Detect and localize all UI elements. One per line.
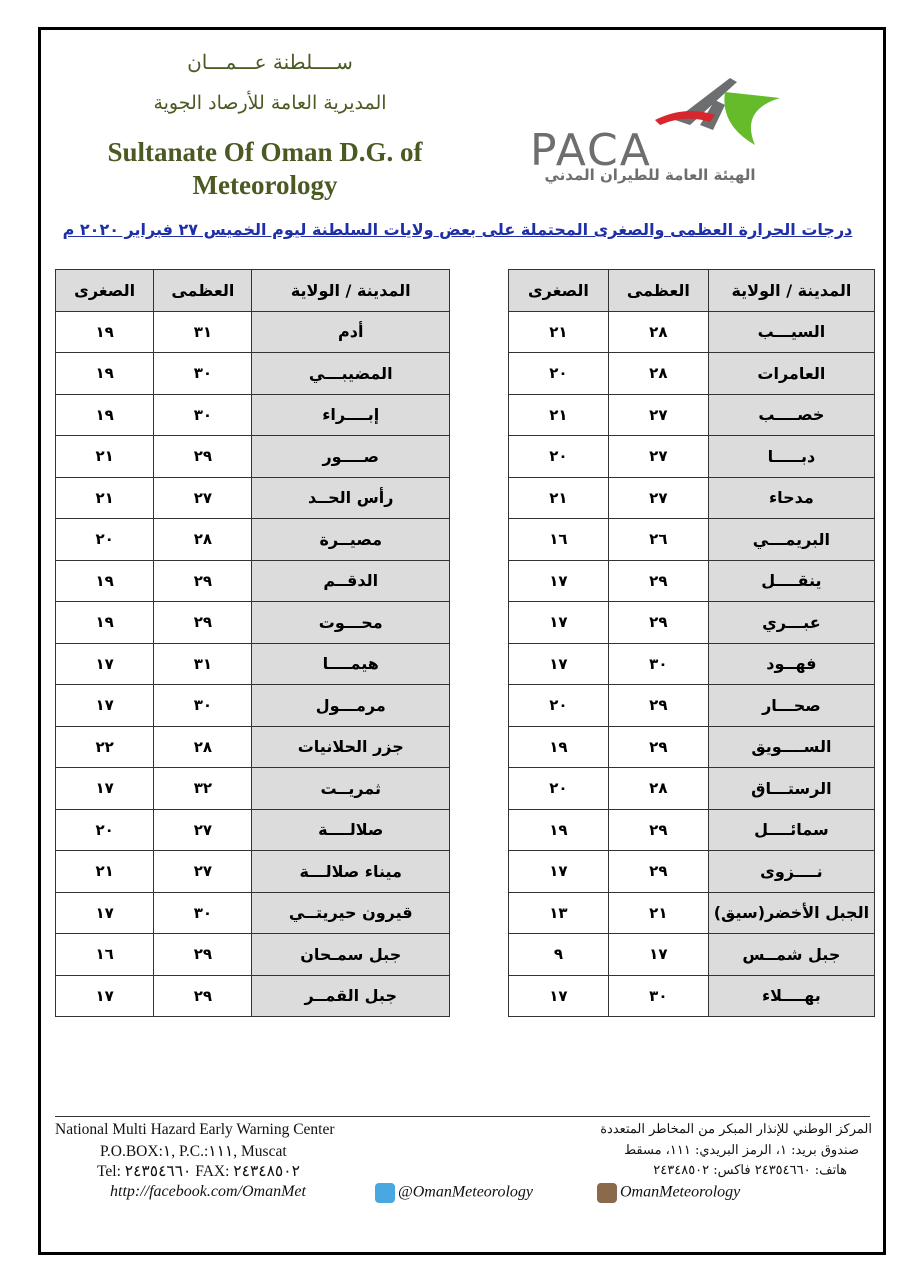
max-temp-cell: ٢٦	[608, 519, 708, 561]
table-row	[509, 892, 875, 934]
table-row	[509, 311, 875, 353]
max-temp-cell: ٢٧	[608, 394, 708, 436]
min-temp-cell: ٢١	[56, 477, 154, 519]
table-row	[56, 602, 450, 644]
table-row	[509, 436, 875, 478]
min-temp-cell: ١٧	[56, 892, 154, 934]
city-cell: جزر الحلانيات	[252, 726, 450, 768]
city-cell: عبـــري	[708, 602, 874, 644]
city-cell: رأس الحــد	[252, 477, 450, 519]
min-temp-cell: ١٧	[56, 768, 154, 810]
table-row	[509, 560, 875, 602]
table-row	[56, 519, 450, 561]
table-row	[56, 809, 450, 851]
city-cell: أدم	[252, 311, 450, 353]
table-header-row	[56, 270, 450, 312]
max-temp-cell: ٣٠	[154, 394, 252, 436]
instagram-icon	[597, 1183, 617, 1203]
column-header-min: الصغرى	[509, 270, 609, 312]
table-row	[56, 353, 450, 395]
table-header-row	[509, 270, 875, 312]
city-cell: مدحاء	[708, 477, 874, 519]
max-temp-cell: ٢٧	[154, 809, 252, 851]
city-cell: جبل سمـحان	[252, 934, 450, 976]
max-temp-cell: ٣٠	[154, 685, 252, 727]
table-row	[509, 726, 875, 768]
city-cell: صلالــــة	[252, 809, 450, 851]
max-temp-cell: ٣٢	[154, 768, 252, 810]
city-cell: الرستـــاق	[708, 768, 874, 810]
min-temp-cell: ١٧	[56, 685, 154, 727]
max-temp-cell: ٢٨	[608, 311, 708, 353]
city-cell: محـــوت	[252, 602, 450, 644]
min-temp-cell: ٢٠	[509, 353, 609, 395]
city-cell: فهــود	[708, 643, 874, 685]
table-row	[56, 726, 450, 768]
footer-en-phone: Tel: ٢٤٣٥٤٦٦٠ FAX: ٢٤٣٤٨٥٠٢	[97, 1163, 300, 1180]
min-temp-cell: ٢٢	[56, 726, 154, 768]
instagram-handle: OmanMeteorology	[620, 1183, 741, 1201]
city-cell: بهــــلاء	[708, 975, 874, 1017]
table-row	[56, 643, 450, 685]
city-cell: مرمـــول	[252, 685, 450, 727]
max-temp-cell: ٢٩	[154, 934, 252, 976]
max-temp-cell: ٢٧	[154, 851, 252, 893]
city-cell: خصــــب	[708, 394, 874, 436]
max-temp-cell: ٢٧	[608, 436, 708, 478]
column-header-max: العظمى	[608, 270, 708, 312]
max-temp-cell: ٢٨	[608, 353, 708, 395]
city-cell: سمائــــل	[708, 809, 874, 851]
min-temp-cell: ١٦	[509, 519, 609, 561]
min-temp-cell: ٢١	[509, 477, 609, 519]
table-row	[56, 685, 450, 727]
min-temp-cell: ١٩	[56, 602, 154, 644]
max-temp-cell: ١٧	[608, 934, 708, 976]
min-temp-cell: ١٧	[56, 643, 154, 685]
city-cell: هيمــــا	[252, 643, 450, 685]
max-temp-cell: ٣١	[154, 643, 252, 685]
footer-divider	[55, 1116, 870, 1117]
max-temp-cell: ٢٩	[154, 560, 252, 602]
max-temp-cell: ٢٧	[154, 477, 252, 519]
twitter-handle: @OmanMeteorology	[398, 1183, 533, 1201]
table-row	[509, 934, 875, 976]
max-temp-cell: ٢٩	[608, 851, 708, 893]
table-row	[56, 851, 450, 893]
city-cell: إبــــراء	[252, 394, 450, 436]
min-temp-cell: ١٧	[509, 643, 609, 685]
table-row	[509, 975, 875, 1017]
header-arabic-directorate: المديرية العامة للأرصاد الجوية	[153, 92, 387, 114]
max-temp-cell: ٢٩	[608, 560, 708, 602]
min-temp-cell: ٢٠	[56, 519, 154, 561]
max-temp-cell: ٢٨	[608, 768, 708, 810]
min-temp-cell: ١٩	[56, 394, 154, 436]
min-temp-cell: ١٦	[56, 934, 154, 976]
temperature-table-right	[508, 269, 875, 1017]
table-row	[509, 851, 875, 893]
max-temp-cell: ٢٩	[608, 809, 708, 851]
table-row	[509, 477, 875, 519]
min-temp-cell: ٢١	[56, 436, 154, 478]
max-temp-cell: ٢٨	[154, 519, 252, 561]
max-temp-cell: ٢١	[608, 892, 708, 934]
table-row	[509, 602, 875, 644]
max-temp-cell: ٣٠	[608, 643, 708, 685]
footer-ar-address: صندوق بريد: ١، الرمز البريدي: ١١١، مسقط	[624, 1143, 859, 1158]
min-temp-cell: ١٧	[509, 975, 609, 1017]
min-temp-cell: ٢٠	[56, 809, 154, 851]
city-cell: العامرات	[708, 353, 874, 395]
city-cell: صــــور	[252, 436, 450, 478]
max-temp-cell: ٣١	[154, 311, 252, 353]
table-row	[56, 934, 450, 976]
min-temp-cell: ١٧	[509, 851, 609, 893]
paca-logo-text: PACA	[530, 125, 652, 176]
city-cell: جبل شمــس	[708, 934, 874, 976]
max-temp-cell: ٣٠	[608, 975, 708, 1017]
column-header-city: المدينة / الولاية	[252, 270, 450, 312]
min-temp-cell: ١٩	[509, 726, 609, 768]
paca-logo	[525, 70, 785, 190]
min-temp-cell: ٢٠	[509, 685, 609, 727]
max-temp-cell: ٢٧	[608, 477, 708, 519]
min-temp-cell: ١٧	[509, 602, 609, 644]
city-cell: ميناء صلالـــة	[252, 851, 450, 893]
city-cell: المضيبـــي	[252, 353, 450, 395]
min-temp-cell: ١٧	[56, 975, 154, 1017]
city-cell: ينقــــل	[708, 560, 874, 602]
min-temp-cell: ١٩	[509, 809, 609, 851]
table-row	[56, 560, 450, 602]
min-temp-cell: ٢١	[56, 851, 154, 893]
min-temp-cell: ٢١	[509, 311, 609, 353]
table-row	[509, 353, 875, 395]
max-temp-cell: ٢٨	[154, 726, 252, 768]
city-cell: السيـــب	[708, 311, 874, 353]
twitter-icon	[375, 1183, 395, 1203]
min-temp-cell: ١٧	[509, 560, 609, 602]
temperature-table-left	[55, 269, 450, 1017]
column-header-max: العظمى	[154, 270, 252, 312]
header-english-line1: Sultanate Of Oman D.G. of	[107, 137, 423, 167]
max-temp-cell: ٢٩	[608, 602, 708, 644]
table-row	[509, 685, 875, 727]
table-row	[509, 768, 875, 810]
max-temp-cell: ٢٩	[154, 975, 252, 1017]
city-cell: الجبل الأخضر(سيق)	[708, 892, 874, 934]
page-title: درجات الحرارة العظمى والصغرى المحتملة على بعض ولايات السلطنة ليوم الخميس ٢٧ فبراير ٢٠٢٠ م	[62, 220, 853, 239]
min-temp-cell: ١٩	[56, 311, 154, 353]
max-temp-cell: ٣٠	[154, 353, 252, 395]
min-temp-cell: ٩	[509, 934, 609, 976]
table-row	[56, 394, 450, 436]
min-temp-cell: ٢٠	[509, 768, 609, 810]
table-row	[56, 975, 450, 1017]
max-temp-cell: ٢٩	[608, 685, 708, 727]
instagram-link[interactable]	[597, 1183, 740, 1203]
max-temp-cell: ٢٩	[154, 602, 252, 644]
table-row	[509, 809, 875, 851]
table-row	[56, 892, 450, 934]
column-header-min: الصغرى	[56, 270, 154, 312]
min-temp-cell: ١٣	[509, 892, 609, 934]
twitter-link[interactable]	[375, 1183, 533, 1203]
table-row	[56, 436, 450, 478]
table-row	[56, 311, 450, 353]
footer-ar-phone: هاتف: ٢٤٣٥٤٦٦٠ فاكس: ٢٤٣٤٨٥٠٢	[653, 1163, 847, 1178]
max-temp-cell: ٢٩	[608, 726, 708, 768]
city-cell: الســــويق	[708, 726, 874, 768]
table-row	[509, 394, 875, 436]
table-row	[509, 643, 875, 685]
footer-en-address: P.O.BOX:١, P.C.:١١١, Muscat	[100, 1143, 287, 1160]
max-temp-cell: ٢٩	[154, 436, 252, 478]
city-cell: دبـــــا	[708, 436, 874, 478]
table-row	[56, 768, 450, 810]
min-temp-cell: ١٩	[56, 353, 154, 395]
city-cell: ثمريــت	[252, 768, 450, 810]
facebook-link[interactable]: http://facebook.com/OmanMet	[110, 1183, 306, 1200]
table-row	[509, 519, 875, 561]
city-cell: البريمـــي	[708, 519, 874, 561]
city-cell: نــــزوى	[708, 851, 874, 893]
city-cell: مصيــرة	[252, 519, 450, 561]
city-cell: قيرون حيريتــي	[252, 892, 450, 934]
header-arabic-country: ســــلطنة عـــمـــان	[187, 50, 353, 74]
city-cell: الدقــم	[252, 560, 450, 602]
paca-logo-arabic: الهيئة العامة للطيران المدني	[544, 166, 756, 184]
footer-en-center: National Multi Hazard Early Warning Center	[55, 1121, 335, 1138]
column-header-city: المدينة / الولاية	[708, 270, 874, 312]
footer-ar-center: المركز الوطني للإنذار المبكر من المخاطر المتعددة	[600, 1122, 872, 1137]
min-temp-cell: ٢١	[509, 394, 609, 436]
min-temp-cell: ٢٠	[509, 436, 609, 478]
max-temp-cell: ٣٠	[154, 892, 252, 934]
city-cell: صحـــار	[708, 685, 874, 727]
header-english-line2: Meteorology	[192, 170, 338, 200]
table-row	[56, 477, 450, 519]
min-temp-cell: ١٩	[56, 560, 154, 602]
city-cell: جبل القمــر	[252, 975, 450, 1017]
